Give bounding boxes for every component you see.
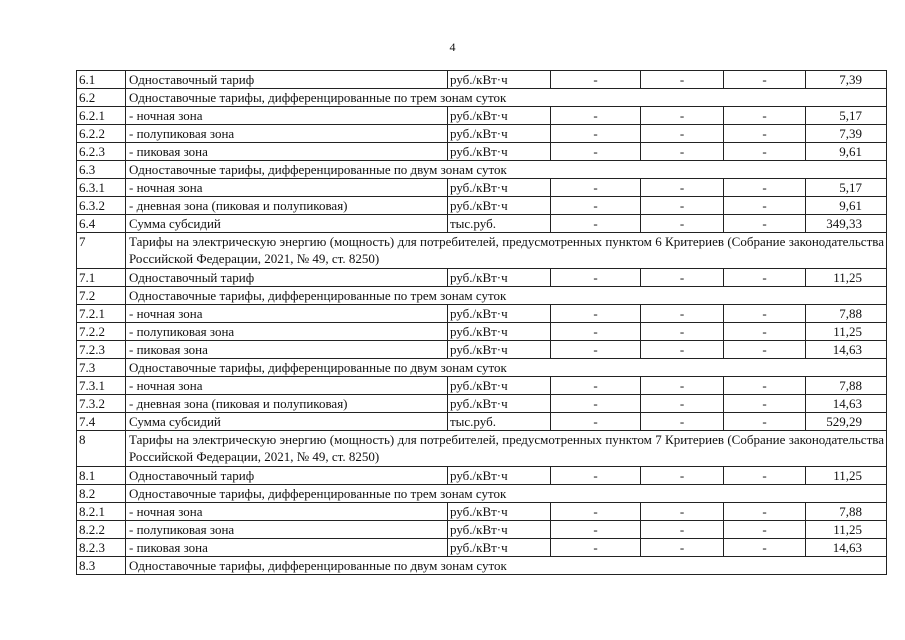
row-number: 7.3: [77, 359, 126, 377]
tariff-value: 5,17: [806, 107, 887, 125]
unit-cell: руб./кВт·ч: [448, 323, 551, 341]
empty-value-cell: -: [724, 269, 806, 287]
table-row: [77, 413, 887, 431]
table-row: [77, 503, 887, 521]
table-row: [77, 521, 887, 539]
row-number: 8: [77, 431, 126, 467]
row-number: 6.3: [77, 161, 126, 179]
tariff-value: 7,88: [806, 503, 887, 521]
row-number: 8.2.1: [77, 503, 126, 521]
table-row: [77, 341, 887, 359]
row-number: 7.2.2: [77, 323, 126, 341]
tariff-name: - ночная зона: [126, 503, 448, 521]
row-number: 6.2: [77, 89, 126, 107]
empty-value-cell: -: [724, 341, 806, 359]
section-title: Тарифы на электрическую энергию (мощность) для потребителей, предусмотренных пунктом 7 Критериев (Собрание законодательства Российской Федерации, 2021, № 49, ст. 8250): [126, 431, 887, 467]
empty-value-cell: -: [641, 323, 724, 341]
empty-value-cell: -: [551, 323, 641, 341]
empty-value-cell: -: [641, 143, 724, 161]
unit-cell: руб./кВт·ч: [448, 539, 551, 557]
tariff-name: - полупиковая зона: [126, 125, 448, 143]
group-title: Одноставочные тарифы, дифференцированные по двум зонам суток: [126, 359, 887, 377]
tariff-value: 11,25: [806, 323, 887, 341]
empty-value-cell: -: [641, 413, 724, 431]
empty-value-cell: -: [641, 521, 724, 539]
tariff-value: 11,25: [806, 269, 887, 287]
empty-value-cell: -: [724, 305, 806, 323]
row-number: 8.1: [77, 467, 126, 485]
empty-value-cell: -: [724, 539, 806, 557]
unit-cell: руб./кВт·ч: [448, 521, 551, 539]
empty-value-cell: -: [724, 179, 806, 197]
unit-cell: руб./кВт·ч: [448, 143, 551, 161]
empty-value-cell: -: [641, 305, 724, 323]
empty-value-cell: -: [551, 467, 641, 485]
row-number: 6.2.2: [77, 125, 126, 143]
tariff-value: 7,39: [806, 125, 887, 143]
unit-cell: руб./кВт·ч: [448, 467, 551, 485]
empty-value-cell: -: [724, 413, 806, 431]
empty-value-cell: -: [551, 539, 641, 557]
empty-value-cell: -: [641, 179, 724, 197]
empty-value-cell: -: [724, 377, 806, 395]
row-number: 7.2: [77, 287, 126, 305]
tariff-table-body: [77, 71, 887, 575]
unit-cell: руб./кВт·ч: [448, 71, 551, 89]
empty-value-cell: -: [551, 143, 641, 161]
tariff-name: Сумма субсидий: [126, 413, 448, 431]
empty-value-cell: -: [724, 521, 806, 539]
empty-value-cell: -: [724, 143, 806, 161]
group-header-row: [77, 287, 887, 305]
tariff-name: - дневная зона (пиковая и полупиковая): [126, 395, 448, 413]
table-row: [77, 179, 887, 197]
row-number: 7.3.2: [77, 395, 126, 413]
row-number: 8.2.2: [77, 521, 126, 539]
empty-value-cell: -: [551, 107, 641, 125]
empty-value-cell: -: [641, 215, 724, 233]
unit-cell: руб./кВт·ч: [448, 179, 551, 197]
tariff-name: - дневная зона (пиковая и полупиковая): [126, 197, 448, 215]
empty-value-cell: -: [641, 125, 724, 143]
empty-value-cell: -: [724, 107, 806, 125]
tariff-name: - пиковая зона: [126, 341, 448, 359]
table-row: [77, 323, 887, 341]
tariff-value: 7,88: [806, 377, 887, 395]
empty-value-cell: -: [641, 197, 724, 215]
row-number: 7.2.1: [77, 305, 126, 323]
table-row: [77, 143, 887, 161]
tariff-name: - пиковая зона: [126, 539, 448, 557]
group-header-row: [77, 557, 887, 575]
unit-cell: руб./кВт·ч: [448, 197, 551, 215]
empty-value-cell: -: [641, 341, 724, 359]
empty-value-cell: -: [724, 71, 806, 89]
tariff-name: - пиковая зона: [126, 143, 448, 161]
table-row: [77, 71, 887, 89]
tariff-name: - ночная зона: [126, 107, 448, 125]
group-title: Одноставочные тарифы, дифференцированные по двум зонам суток: [126, 557, 887, 575]
unit-cell: руб./кВт·ч: [448, 395, 551, 413]
table-row: [77, 377, 887, 395]
unit-cell: руб./кВт·ч: [448, 107, 551, 125]
tariff-value: 11,25: [806, 467, 887, 485]
empty-value-cell: -: [641, 395, 724, 413]
table-row: [77, 197, 887, 215]
tariff-value: 529,29: [806, 413, 887, 431]
row-number: 6.2.3: [77, 143, 126, 161]
section-row: [77, 431, 887, 467]
group-header-row: [77, 89, 887, 107]
tariff-value: 7,39: [806, 71, 887, 89]
table-row: [77, 539, 887, 557]
tariff-value: 7,88: [806, 305, 887, 323]
page-number: 4: [449, 40, 456, 54]
tariff-name: Сумма субсидий: [126, 215, 448, 233]
group-title: Одноставочные тарифы, дифференцированные по трем зонам суток: [126, 287, 887, 305]
row-number: 8.3: [77, 557, 126, 575]
table-row: [77, 269, 887, 287]
empty-value-cell: -: [641, 269, 724, 287]
row-number: 7: [77, 233, 126, 269]
tariff-value: 9,61: [806, 143, 887, 161]
empty-value-cell: -: [551, 395, 641, 413]
group-title: Одноставочные тарифы, дифференцированные по двум зонам суток: [126, 161, 887, 179]
empty-value-cell: -: [551, 71, 641, 89]
row-number: 7.1: [77, 269, 126, 287]
table-row: [77, 305, 887, 323]
tariff-value: 14,63: [806, 395, 887, 413]
tariff-name: - ночная зона: [126, 377, 448, 395]
tariff-value: 11,25: [806, 521, 887, 539]
section-row: [77, 233, 887, 269]
table-row: [77, 215, 887, 233]
unit-cell: руб./кВт·ч: [448, 125, 551, 143]
tariff-name: Одноставочный тариф: [126, 269, 448, 287]
empty-value-cell: -: [551, 269, 641, 287]
table-row: [77, 125, 887, 143]
row-number: 6.3.1: [77, 179, 126, 197]
unit-cell: руб./кВт·ч: [448, 341, 551, 359]
tariff-value: 14,63: [806, 539, 887, 557]
empty-value-cell: -: [724, 197, 806, 215]
empty-value-cell: -: [551, 341, 641, 359]
empty-value-cell: -: [551, 503, 641, 521]
empty-value-cell: -: [551, 125, 641, 143]
table-row: [77, 395, 887, 413]
tariff-name: Одноставочный тариф: [126, 467, 448, 485]
empty-value-cell: -: [641, 71, 724, 89]
empty-value-cell: -: [641, 107, 724, 125]
tariff-name: - ночная зона: [126, 305, 448, 323]
row-number: 6.2.1: [77, 107, 126, 125]
row-number: 8.2: [77, 485, 126, 503]
empty-value-cell: -: [641, 467, 724, 485]
empty-value-cell: -: [724, 503, 806, 521]
row-number: 7.4: [77, 413, 126, 431]
unit-cell: тыс.руб.: [448, 413, 551, 431]
unit-cell: руб./кВт·ч: [448, 305, 551, 323]
tariff-name: - полупиковая зона: [126, 521, 448, 539]
row-number: 6.1: [77, 71, 126, 89]
table-row: [77, 107, 887, 125]
empty-value-cell: -: [551, 521, 641, 539]
tariff-value: 349,33: [806, 215, 887, 233]
tariff-name: Одноставочный тариф: [126, 71, 448, 89]
unit-cell: руб./кВт·ч: [448, 503, 551, 521]
empty-value-cell: -: [724, 125, 806, 143]
section-title: Тарифы на электрическую энергию (мощность) для потребителей, предусмотренных пунктом 6 Критериев (Собрание законодательства Российской Федерации, 2021, № 49, ст. 8250): [126, 233, 887, 269]
empty-value-cell: -: [641, 377, 724, 395]
tariff-name: - полупиковая зона: [126, 323, 448, 341]
unit-cell: тыс.руб.: [448, 215, 551, 233]
row-number: 8.2.3: [77, 539, 126, 557]
tariff-value: 9,61: [806, 197, 887, 215]
empty-value-cell: -: [551, 197, 641, 215]
row-number: 6.4: [77, 215, 126, 233]
empty-value-cell: -: [551, 377, 641, 395]
row-number: 7.3.1: [77, 377, 126, 395]
empty-value-cell: -: [724, 215, 806, 233]
tariff-name: - ночная зона: [126, 179, 448, 197]
group-header-row: [77, 161, 887, 179]
tariff-value: 5,17: [806, 179, 887, 197]
empty-value-cell: -: [641, 503, 724, 521]
empty-value-cell: -: [551, 413, 641, 431]
group-header-row: [77, 485, 887, 503]
empty-value-cell: -: [724, 395, 806, 413]
empty-value-cell: -: [551, 179, 641, 197]
empty-value-cell: -: [551, 305, 641, 323]
unit-cell: руб./кВт·ч: [448, 269, 551, 287]
empty-value-cell: -: [724, 467, 806, 485]
group-title: Одноставочные тарифы, дифференцированные по трем зонам суток: [126, 485, 887, 503]
tariff-value: 14,63: [806, 341, 887, 359]
empty-value-cell: -: [641, 539, 724, 557]
row-number: 6.3.2: [77, 197, 126, 215]
unit-cell: руб./кВт·ч: [448, 377, 551, 395]
table-row: [77, 467, 887, 485]
tariff-table: [76, 70, 887, 575]
group-header-row: [77, 359, 887, 377]
empty-value-cell: -: [724, 323, 806, 341]
group-title: Одноставочные тарифы, дифференцированные по трем зонам суток: [126, 89, 887, 107]
empty-value-cell: -: [551, 215, 641, 233]
row-number: 7.2.3: [77, 341, 126, 359]
